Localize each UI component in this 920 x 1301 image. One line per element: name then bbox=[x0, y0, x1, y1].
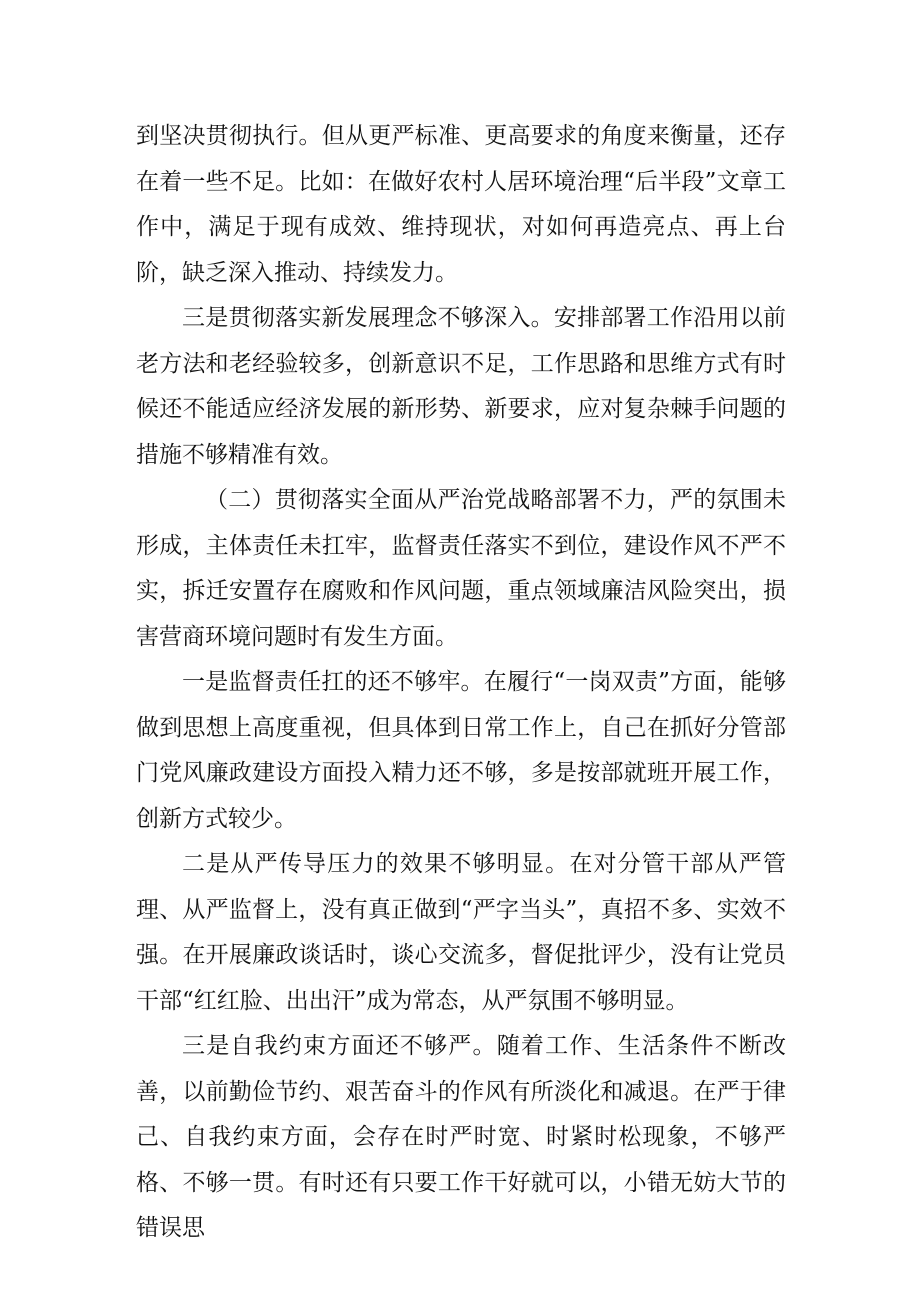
paragraph-point-three-self-discipline: 三是自我约束方面还不够严。随着工作、生活条件不断改善，以前勤俭节约、艰苦奋斗的作风有所淡化和减退。在严于律己、自我约束方面，会存在时严时宽、时紧时松现象，不够严格、不够一贯。有时还有只要工作干好就可以，小错无妨大节的错误思 bbox=[136, 1033, 786, 1241]
paragraph-continuation: 到坚决贯彻执行。但从更严标准、更高要求的角度来衡量，还存在着一些不足。比如：在做好农村人居环境治理“后半段”文章工作中，满足于现有成效、维持现状，对如何再造亮点、再上台阶，缺乏深入推动、持续发力。 bbox=[136, 123, 786, 286]
paragraph-point-two-pressure: 二是从严传导压力的效果不够明显。在对分管干部从严管理、从严监督上，没有真正做到“严字当头”，真招不多、实效不强。在开展廉政谈话时，谈心交流多，督促批评少，没有让党员干部“红红脸、出出汗”成为常态，从严氛围不够明显。 bbox=[136, 851, 786, 1014]
section-heading-two: （二）贯彻落实全面从严治党战略部署不力，严的氛围未形成，主体责任未扛牢，监督责任落实不到位，建设作风不严不实，拆迁安置存在腐败和作风问题，重点领域廉洁风险突出，损害营商环境问题时有发生方面。 bbox=[136, 487, 786, 650]
paragraph-point-one-supervision: 一是监督责任扛的还不够牢。在履行“一岗双责”方面，能够做到思想上高度重视，但具体到日常工作上，自己在抓好分管部门党风廉政建设方面投入精力还不够，多是按部就班开展工作，创新方式较少。 bbox=[136, 669, 786, 832]
paragraph-point-three-new-development: 三是贯彻落实新发展理念不够深入。安排部署工作沿用以前老方法和老经验较多，创新意识不足，工作思路和思维方式有时候还不能适应经济发展的新形势、新要求，应对复杂棘手问题的措施不够精准有效。 bbox=[136, 305, 786, 468]
document-body bbox=[136, 114, 786, 1252]
